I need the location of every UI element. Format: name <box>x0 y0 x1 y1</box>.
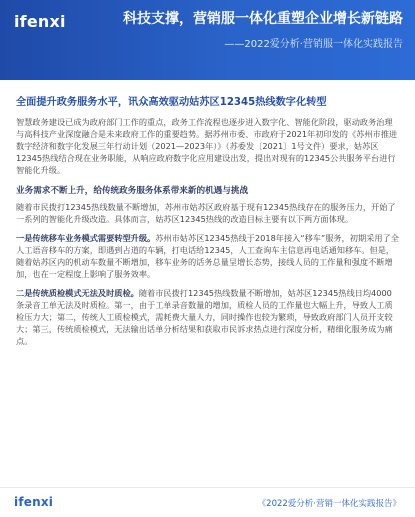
section-paragraph: 随着市民拨打12345热线数量不断增加，苏州市姑苏区政府基于现有12345热线存在的服务压力，开始了一系列的智能化升级改造。具体而言，姑苏区12345热线的改造目标主要有以下两方面体现。 <box>16 202 396 224</box>
intro-title: 全面提升政务服务水平，讯众高效驱动姑苏区12345热线数字化转型 <box>16 97 327 108</box>
footer-brand-logo: ifenxi <box>14 495 54 509</box>
point-2-lead: 二是传统质检模式无法及时质检。 <box>16 288 139 298</box>
point-1-lead: 一是传统移车业务模式需要转型升级。 <box>16 233 156 243</box>
report-subtitle: ——2022爱分析·营销服一体化实践报告 <box>224 39 403 50</box>
report-title: 科技支撑，营销服一体化重塑企业增长新链路 <box>123 11 403 27</box>
report-header <box>0 0 415 80</box>
point-1-text: 苏州市姑苏区12345热线于2018年接入“移车”服务，初期采用了全人工语音移车的方案，即遇到占道的车辆，打电话给12345，人工查询车主信息再电话通知移车。但是，随着姑苏区内的机动车数量不断增加，移车业务的话务总量呈增长态势，接线人员的工作量和强度不断增加，也在一定程度上影响了服务效率。 <box>16 233 399 279</box>
point-2-text: 随着市民拨打12345热线数量不断增加，姑苏区12345热线日均4000条录音工单无法及时质检。第一，由于工单录音数量的增加，质检人员的工作量也大幅上升，导致人工质检压力大；第二，传统人工质检模式，需耗费大量人力，同时操作也较为繁琐，导致政府部门人员开支较大；第三，传统质检模式，无法输出话单分析结果和获取市民诉求热点进行深度分析，精细化服务成为痛点。 <box>16 288 393 346</box>
footer-divider <box>0 487 415 488</box>
point-1 <box>16 232 399 280</box>
brand-logo: ifenxi <box>14 12 66 31</box>
report-content <box>16 88 399 481</box>
footer-report-name: 《2022爱分析·营销一体化实践报告》 <box>257 499 401 509</box>
report-footer <box>0 487 415 517</box>
intro-paragraph: 智慧政务建设已成为政府部门工作的重点，政务工作流程也逐步进入数字化、智能化阶段，驱动政务治理与高科技产业深度融合是未来政府工作的重要趋势。据苏州市委、市政府于2021年初印发的《苏州市推进数字经济和数字化发展三年行动计划（2021—2023年）》（苏委发〔2021〕1号文件）要求，姑苏区12345热线结合现在业务职能，从响应政府数字化应用建设出发，提出对现有的12345公共服务平台进行智能化升级。 <box>16 117 398 175</box>
point-2 <box>16 287 399 347</box>
section-title-demand: 业务需求不断上升，给传统政务服务体系带来新的机遇与挑战 <box>16 186 249 196</box>
